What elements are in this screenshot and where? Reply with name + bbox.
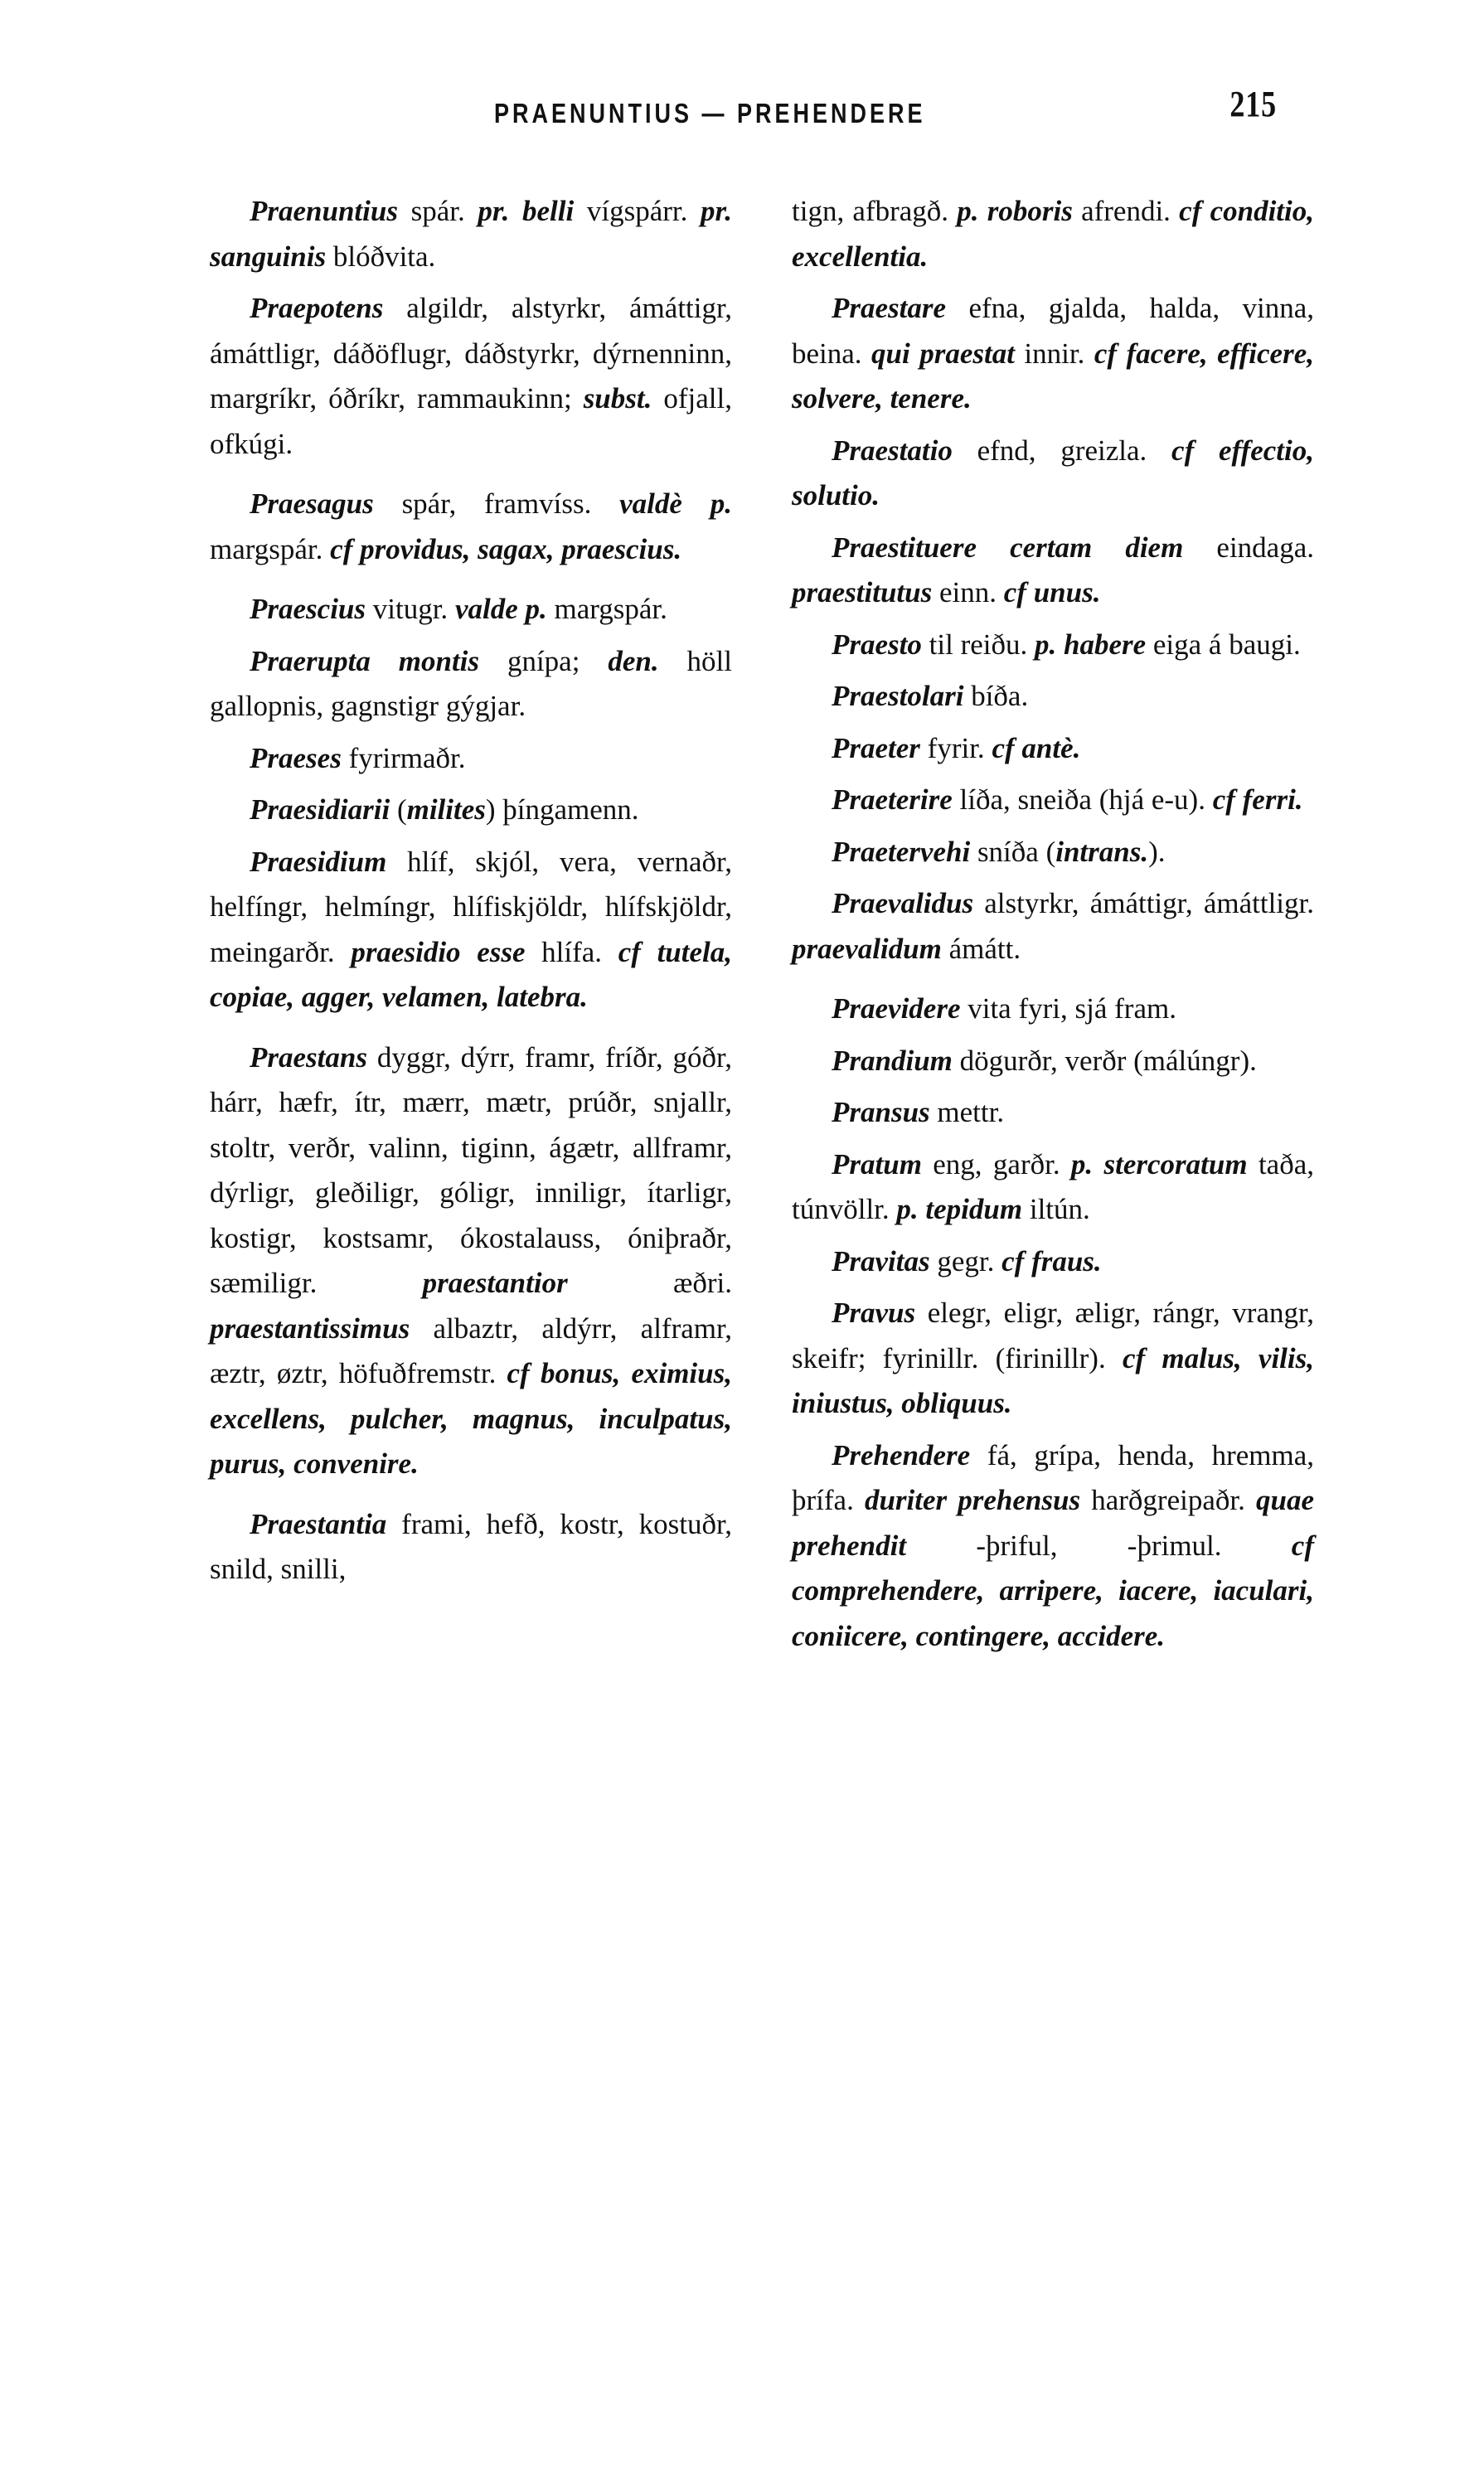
dictionary-entry xyxy=(792,881,1314,972)
icelandic-gloss: vígspárr. xyxy=(574,195,701,227)
icelandic-gloss: fyrir. xyxy=(919,731,992,764)
dictionary-entry xyxy=(210,1502,732,1593)
icelandic-gloss: bíða. xyxy=(963,680,1029,712)
right-column xyxy=(792,189,1314,1665)
latin-term: Pransus xyxy=(832,1096,930,1128)
icelandic-gloss: mettr. xyxy=(929,1096,1005,1128)
icelandic-gloss: spár. xyxy=(397,195,478,227)
latin-term: Praesagus xyxy=(250,487,374,520)
icelandic-gloss: efna, gjalda, halda, vinna, beina. xyxy=(792,292,1314,370)
latin-term: Praestantia xyxy=(250,1507,387,1540)
latin-term: pr. belli xyxy=(478,195,575,227)
latin-term: Praestituere certam diem xyxy=(832,531,1184,564)
icelandic-gloss: innir. xyxy=(1014,337,1094,370)
icelandic-gloss: albaztr, aldýrr, alframr, æztr, øztr, höfuðfremstr. xyxy=(210,1311,732,1389)
icelandic-gloss: ofjall, ofkúgi. xyxy=(210,382,732,460)
latin-term: Praescius xyxy=(250,593,366,625)
icelandic-gloss: vitugr. xyxy=(366,593,455,625)
latin-term: cf bonus, eximius, excellens, pulcher, magnus, inculpatus, purus, convenire. xyxy=(210,1357,732,1480)
dictionary-entry xyxy=(792,830,1314,875)
latin-term: cf unus. xyxy=(1003,576,1101,608)
dictionary-entry xyxy=(792,429,1314,519)
latin-term: subst. xyxy=(583,382,652,414)
latin-term: praestantissimus xyxy=(210,1311,410,1345)
latin-term: milites xyxy=(406,793,486,826)
dictionary-entry xyxy=(210,189,732,279)
latin-term: cf comprehendere, arripere, iacere, iaculari, coniicere, contingere, accidere. xyxy=(792,1529,1314,1652)
icelandic-gloss: ) þíngamenn. xyxy=(485,793,639,826)
dictionary-entry xyxy=(792,1239,1314,1285)
icelandic-gloss: líða, sneiða (hjá e-u). xyxy=(952,783,1213,816)
icelandic-gloss: dögurðr, verðr (málúngr). xyxy=(952,1044,1257,1077)
dictionary-entry xyxy=(792,674,1314,720)
latin-term: praevalidum xyxy=(792,932,942,965)
latin-term: Pravus xyxy=(832,1297,916,1329)
icelandic-gloss: einn. xyxy=(932,576,1004,608)
latin-term: cf tutela, copiae, agger, velamen, latebra. xyxy=(210,935,732,1013)
icelandic-gloss: sníða ( xyxy=(970,835,1056,868)
dictionary-entry xyxy=(792,286,1314,422)
icelandic-gloss: hlíf, skjól, vera, vernaðr, helfíngr, helmíngr, hlífiskjöldr, hlífskjöldr, meingarðr. xyxy=(210,845,732,968)
latin-term: p. tepidum xyxy=(896,1193,1023,1225)
icelandic-gloss: margspár. xyxy=(210,532,331,565)
dictionary-entry xyxy=(792,623,1314,668)
icelandic-gloss: eindaga. xyxy=(1183,531,1314,564)
running-head: PRAENUNTIUS — PREHENDERE xyxy=(494,98,926,129)
dictionary-entry xyxy=(792,1090,1314,1136)
icelandic-gloss: ). xyxy=(1148,835,1166,868)
latin-term: Pravitas xyxy=(832,1244,930,1277)
icelandic-gloss: efnd, greizla. xyxy=(952,434,1172,467)
dictionary-entry xyxy=(210,788,732,833)
latin-term: Praevidere xyxy=(832,992,961,1025)
dictionary-entry xyxy=(210,587,732,633)
icelandic-gloss: til reiðu. xyxy=(921,628,1035,661)
icelandic-gloss: fá, grípa, henda, hremma, þrífa. xyxy=(792,1438,1314,1516)
dictionary-entry xyxy=(792,526,1314,616)
latin-term: Praestans xyxy=(250,1040,367,1074)
latin-term: qui praestat xyxy=(871,337,1015,370)
icelandic-gloss: iltún. xyxy=(1022,1193,1090,1225)
latin-term: Praestolari xyxy=(832,680,964,712)
latin-term: cf antè. xyxy=(992,731,1081,764)
icelandic-gloss: -þriful, -þrimul. xyxy=(906,1529,1292,1562)
icelandic-gloss: vita fyri, sjá fram. xyxy=(960,992,1176,1025)
latin-term: p. stercoratum xyxy=(1070,1147,1248,1180)
icelandic-gloss: margspár. xyxy=(546,593,667,625)
dictionary-entry xyxy=(210,736,732,782)
latin-term: praestitutus xyxy=(792,576,933,608)
icelandic-gloss: hlífa. xyxy=(525,935,618,968)
latin-term: Praestare xyxy=(832,292,947,324)
latin-term: cf fraus. xyxy=(1001,1244,1102,1277)
latin-term: praestantior xyxy=(422,1267,568,1299)
latin-term: cf providus, sagax, praescius. xyxy=(330,532,682,565)
icelandic-gloss: spár, framvíss. xyxy=(373,487,620,520)
icelandic-gloss: gnípa; xyxy=(479,644,609,677)
latin-term: cf ferri. xyxy=(1212,783,1303,816)
latin-term: Prehendere xyxy=(832,1438,971,1471)
latin-term: duriter prehensus xyxy=(864,1484,1081,1516)
dictionary-entry xyxy=(792,189,1314,279)
icelandic-gloss: eiga á baugi. xyxy=(1146,628,1301,661)
icelandic-gloss: tign, afbragð. xyxy=(792,195,958,227)
latin-term: Praesto xyxy=(832,628,922,661)
latin-term: Pratum xyxy=(832,1147,922,1180)
dictionary-entry xyxy=(210,1035,732,1487)
latin-term: cf effectio, solutio. xyxy=(792,434,1314,511)
icelandic-gloss: ámátt. xyxy=(941,932,1021,965)
latin-term: pr. sanguinis xyxy=(210,195,732,273)
left-column xyxy=(210,189,732,1599)
dictionary-entry xyxy=(792,1039,1314,1084)
latin-term: den. xyxy=(608,644,659,677)
icelandic-gloss: afrendi. xyxy=(1072,195,1180,227)
latin-term: Praevalidus xyxy=(832,887,974,919)
icelandic-gloss: taða, túnvöllr. xyxy=(792,1147,1314,1225)
icelandic-gloss: harðgreipaðr. xyxy=(1080,1484,1256,1516)
icelandic-gloss: alstyrkr, ámáttigr, ámáttligr. xyxy=(973,887,1314,919)
icelandic-gloss: blóðvita. xyxy=(326,240,436,273)
icelandic-gloss: fyrirmaðr. xyxy=(341,741,466,774)
latin-term: Prandium xyxy=(832,1044,953,1077)
dictionary-entry xyxy=(792,1142,1314,1233)
latin-term: Praeter xyxy=(832,731,920,764)
dictionary-entry xyxy=(210,286,732,467)
icelandic-gloss: höll gallopnis, gagnstigr gýgjar. xyxy=(210,644,732,722)
latin-term: Praesidiarii xyxy=(250,793,390,826)
latin-term: Praetervehi xyxy=(832,835,971,868)
icelandic-gloss: frami, hefð, kostr, kostuðr, snild, snilli, xyxy=(210,1507,732,1585)
latin-term: Praeterire xyxy=(832,783,953,816)
icelandic-gloss: eng, garðr. xyxy=(921,1147,1071,1180)
latin-term: intrans. xyxy=(1055,835,1149,868)
icelandic-gloss: algildr, alstyrkr, ámáttigr, ámáttligr, dáðöflugr, dáðstyrkr, dýrnenninn, margríkr, óðríkr, rammaukinn; xyxy=(210,292,732,414)
latin-term: valde p. xyxy=(454,593,547,625)
latin-term: Praesidium xyxy=(250,845,387,878)
latin-term: p. habere xyxy=(1034,628,1147,661)
dictionary-entry xyxy=(210,840,732,1020)
icelandic-gloss: æðri. xyxy=(567,1267,732,1299)
latin-term: valdè p. xyxy=(619,487,732,520)
dictionary-entry xyxy=(792,987,1314,1032)
latin-term: Praenuntius xyxy=(250,195,398,227)
latin-term: Praeses xyxy=(250,741,342,774)
dictionary-entry xyxy=(792,1433,1314,1660)
latin-term: praesidio esse xyxy=(351,935,526,968)
icelandic-gloss: ( xyxy=(390,793,407,826)
latin-term: cf facere, efficere, solvere, tenere. xyxy=(792,337,1314,414)
page-number: 215 xyxy=(1229,84,1277,124)
dictionary-entry xyxy=(792,778,1314,823)
icelandic-gloss: dyggr, dýrr, framr, fríðr, góðr, hárr, hæfr, ítr, mærr, mætr, prúðr, snjallr, stoltr, verðr, valinn, tiginn, ágætr, allframr, dýrligr, gleðiligr, góligr, inniligr, ítarligr, kostigr, kostsamr, ókostalauss, óniþraðr, sæmiligr. xyxy=(210,1040,732,1299)
icelandic-gloss: gegr. xyxy=(929,1244,1002,1277)
dictionary-entry xyxy=(210,639,732,730)
dictionary-entry xyxy=(792,726,1314,772)
dictionary-entry xyxy=(210,482,732,572)
latin-term: p. roboris xyxy=(957,195,1073,227)
icelandic-gloss: elegr, eligr, æligr, rángr, vrangr, skeifr; fyrinillr. (firinillr). xyxy=(792,1297,1314,1374)
latin-term: quae prehendit xyxy=(792,1484,1314,1562)
latin-term: Praestatio xyxy=(832,434,953,467)
latin-term: Praerupta montis xyxy=(250,644,480,677)
latin-term: cf malus, vilis, iniustus, obliquus. xyxy=(792,1341,1314,1419)
dictionary-entry xyxy=(792,1291,1314,1427)
latin-term: Praepotens xyxy=(250,292,384,324)
latin-term: cf conditio, excellentia. xyxy=(792,195,1314,273)
